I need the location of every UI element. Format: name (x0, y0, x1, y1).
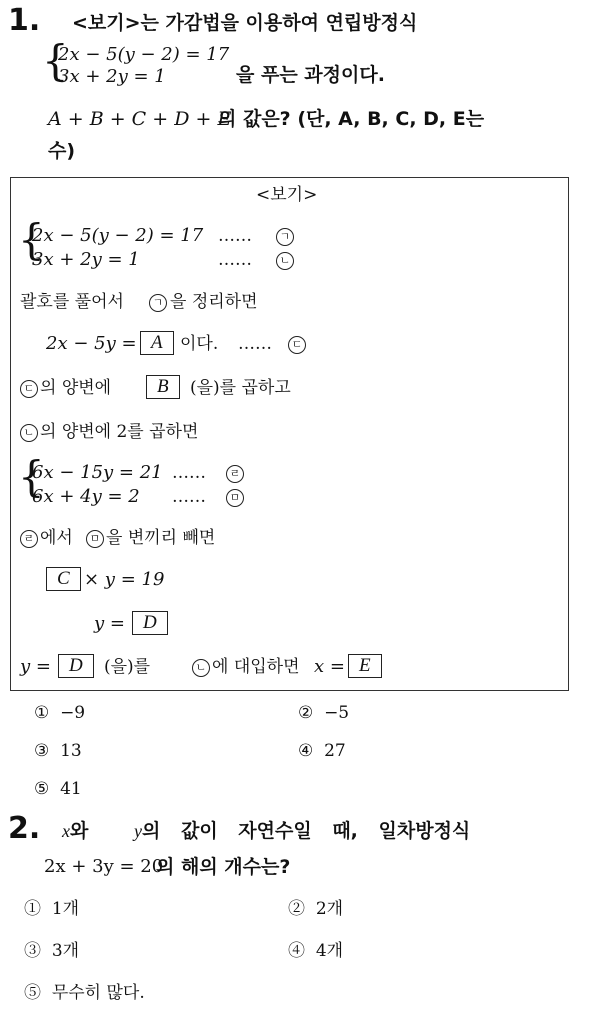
box-dots-1: …… (218, 226, 252, 246)
step-8-lhs: y = (20, 656, 51, 677)
box-system-2-line-1: 6x − 15y = 21 (32, 462, 163, 483)
q2-option-4-num: ④ (288, 941, 305, 961)
box-system-2-line-2: 6x + 4y = 2 (32, 486, 140, 507)
q2-option-5-text: 무수히 많다. (51, 983, 145, 1003)
circled-mark-5-ref: ㅁ (86, 530, 104, 548)
q2-option-1-text: 1개 (51, 899, 80, 919)
q2-option-5-num: ⑤ (24, 983, 41, 1003)
circled-mark-4: ㄹ (226, 465, 244, 483)
step-3-text-b: (을)를 곱하고 (190, 378, 291, 398)
step-7-lhs: y = (94, 613, 125, 634)
q2-option-5[interactable] (24, 982, 145, 1004)
box-dots-3: …… (238, 334, 272, 354)
q1-option-2[interactable] (298, 702, 349, 724)
q2-option-3-num: ③ (24, 941, 41, 961)
circled-mark-2-ref-2: ㄴ (192, 659, 210, 677)
bogi-title: <보기> (256, 185, 318, 205)
sum-expression: A + B + C + D + E (48, 108, 232, 130)
q2-option-1-num: ① (24, 899, 41, 919)
q1-option-1[interactable] (34, 702, 85, 724)
step-1-text-b: 을 정리하면 (170, 292, 258, 312)
q2-option-2[interactable] (288, 898, 343, 920)
circled-mark-2-ref: ㄴ (20, 424, 38, 442)
q2-option-2-text: 2개 (315, 899, 344, 919)
q1-option-5-text: 41 (60, 779, 82, 799)
q2-option-2-num: ② (288, 899, 305, 919)
system-line-1: 2x − 5(y − 2) = 17 (58, 44, 230, 65)
q1-option-3-num: ③ (34, 741, 50, 761)
question-2-line-1 (62, 820, 88, 842)
blank-box-a: A (140, 331, 174, 355)
circled-mark-1-ref: ㄱ (149, 294, 167, 312)
question-1-text-end: 수) (48, 140, 76, 162)
q2-text-a: 와 (70, 820, 89, 842)
box-system-2-brace: { (18, 452, 45, 501)
circled-mark-1: ㄱ (276, 228, 294, 246)
q1-option-3-text: 13 (60, 741, 82, 761)
step-2-tail: 이다. (180, 334, 219, 354)
question-1-intro: <보기>는 가감법을 이용하여 연립방정식 (72, 12, 418, 34)
step-5-text-b: 을 변끼리 빼면 (106, 528, 216, 548)
var-y: y (134, 821, 142, 841)
q1-option-4-num: ④ (298, 741, 314, 761)
blank-box-d-2: D (58, 654, 94, 678)
step-8-tail: 에 대입하면 (212, 657, 300, 677)
question-1-number: 1. (8, 3, 41, 38)
step-2-lhs: 2x − 5y = (46, 333, 137, 354)
q1-option-3[interactable] (34, 740, 82, 762)
var-x: x (62, 821, 70, 841)
system-suffix: 을 푸는 과정이다. (236, 64, 385, 86)
q2-text-b: 의 값이 자연수일 때, 일차방정식 (142, 820, 471, 842)
step-1-text: 괄호를 풀어서 (20, 292, 124, 312)
circled-mark-2: ㄴ (276, 252, 294, 270)
blank-box-b: B (146, 375, 180, 399)
q2-text-line-2: 의 해의 개수는? (156, 856, 291, 878)
q1-option-4-text: 27 (324, 741, 346, 761)
q2-option-3-text: 3개 (51, 941, 80, 961)
question-1-text: 의 값은? (단, A, B, C, D, E는 (218, 108, 485, 130)
q2-option-4[interactable] (288, 940, 343, 962)
system-brace: { (42, 36, 69, 85)
q2-option-4-text: 4개 (315, 941, 344, 961)
circled-mark-3-ref: ㄷ (20, 380, 38, 398)
q1-option-1-num: ① (34, 703, 50, 723)
q1-option-1-text: −9 (60, 703, 86, 723)
step-8-mid: (을)를 (104, 657, 151, 677)
box-system-1-line-1: 2x − 5(y − 2) = 17 (32, 225, 204, 246)
box-system-1-brace: { (18, 215, 45, 264)
step-5-text-a: 에서 (40, 528, 73, 548)
q2-equation: 2x + 3y = 20 (44, 856, 164, 877)
step-6-text: × y = 19 (84, 569, 165, 590)
system-line-2: 3x + 2y = 1 (58, 66, 166, 87)
q1-option-2-num: ② (298, 703, 314, 723)
step-3-text-a: 의 양변에 (40, 378, 112, 398)
blank-box-d: D (132, 611, 168, 635)
q2-option-1[interactable] (24, 898, 79, 920)
circled-mark-3: ㄷ (288, 336, 306, 354)
q1-option-2-text: −5 (324, 703, 350, 723)
step-8-x: x = (314, 656, 345, 677)
q1-option-5-num: ⑤ (34, 779, 50, 799)
question-2-number: 2. (8, 811, 41, 846)
q2-option-3[interactable] (24, 940, 79, 962)
box-dots-2: …… (218, 250, 252, 270)
circled-mark-5: ㅁ (226, 489, 244, 507)
step-4-text: 의 양변에 2를 곱하면 (40, 422, 199, 442)
blank-box-c: C (46, 567, 81, 591)
q1-option-4[interactable] (298, 740, 346, 762)
question-2-line-1b (134, 820, 470, 842)
box-system-1-line-2: 3x + 2y = 1 (32, 249, 140, 270)
q1-option-5[interactable] (34, 778, 82, 800)
box-dots-4: …… (172, 463, 206, 483)
box-dots-5: …… (172, 487, 206, 507)
circled-mark-4-ref: ㄹ (20, 530, 38, 548)
blank-box-e: E (348, 654, 382, 678)
